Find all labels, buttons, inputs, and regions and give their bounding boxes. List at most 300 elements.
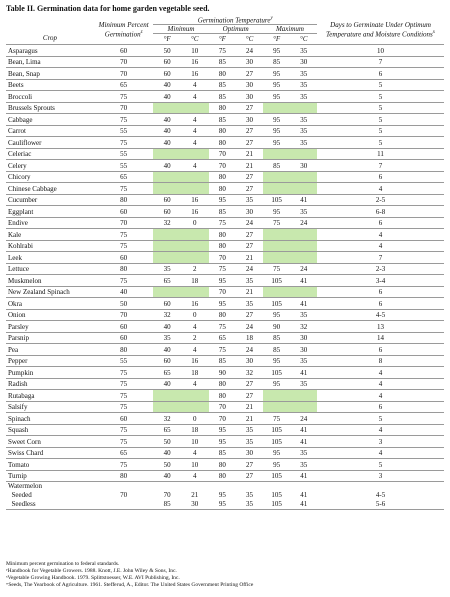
cell-crop: Radish bbox=[6, 378, 94, 390]
cell-min-f bbox=[153, 148, 181, 160]
cell-min-f: 60 bbox=[153, 298, 181, 310]
cell-crop: Pea bbox=[6, 344, 94, 356]
cell-min-c bbox=[181, 183, 209, 195]
cell-germination: 80 bbox=[94, 344, 153, 356]
cell-max-f: 95 bbox=[263, 114, 291, 126]
cell-opt-c: 27 bbox=[236, 183, 263, 195]
cell-min-c: 16 bbox=[181, 194, 209, 206]
cell-max-f bbox=[263, 229, 291, 241]
cell-crop: Parsnip bbox=[6, 332, 94, 344]
cell-min-f: 60 bbox=[153, 56, 181, 68]
cell-germination: 60 bbox=[94, 332, 153, 344]
cell-min-f: 65 bbox=[153, 424, 181, 436]
cell-days: 6 bbox=[317, 171, 444, 183]
cell-min-f: 50 bbox=[153, 459, 181, 471]
cell-max-f: 95 bbox=[263, 137, 291, 149]
cell-opt-f: 95 bbox=[209, 424, 237, 436]
cell-germination: 75 bbox=[94, 183, 153, 195]
cell-min-f: 32 bbox=[153, 217, 181, 229]
cell-opt-c: 21 bbox=[236, 401, 263, 413]
cell-germination: 75 bbox=[94, 424, 153, 436]
cell-opt-c: 27 bbox=[236, 470, 263, 482]
cell-crop: Beets bbox=[6, 79, 94, 91]
cell-germination: 40 bbox=[94, 286, 153, 298]
cell-opt-c: 24 bbox=[236, 321, 263, 333]
cell-min-f: 35 bbox=[153, 263, 181, 275]
cell-opt-c: 27 bbox=[236, 378, 263, 390]
cell-max-c: 41 bbox=[290, 424, 317, 436]
cell-min-f bbox=[153, 252, 181, 264]
table-row bbox=[6, 217, 444, 229]
table-row bbox=[6, 436, 444, 448]
cell-min-f: 50 bbox=[153, 45, 181, 57]
cell-opt-f: 70 bbox=[209, 401, 237, 413]
cell-min-f: 32 bbox=[153, 413, 181, 425]
cell-max-c: 30 bbox=[290, 332, 317, 344]
cell-opt-f: 85 bbox=[209, 447, 237, 459]
cell-min-c: 16 bbox=[181, 298, 209, 310]
cell-min-f: 60 bbox=[153, 206, 181, 218]
cell-opt-f: 80 bbox=[209, 240, 237, 252]
table-row bbox=[6, 91, 444, 103]
cell-germination: 80 bbox=[94, 470, 153, 482]
table-row bbox=[6, 298, 444, 310]
cell-opt-f: 90 bbox=[209, 367, 237, 379]
cell-days: 10 bbox=[317, 45, 444, 57]
cell-min-c: 4 bbox=[181, 91, 209, 103]
cell-min-c bbox=[181, 102, 209, 114]
table-row-watermelon bbox=[6, 482, 444, 510]
cell-opt-f: 70 bbox=[209, 252, 237, 264]
cell-max-f: 95 bbox=[263, 91, 291, 103]
cell-crop: Pumpkin bbox=[6, 367, 94, 379]
cell-opt-f: 75 bbox=[209, 45, 237, 57]
footnote: ʷSeeds, The Yearbook of Agriculture. 1961. Stefferud, A., Editor. The United States Government Printing Office bbox=[6, 582, 254, 588]
cell-crop: Broccoli bbox=[6, 91, 94, 103]
cell-opt-f: 80 bbox=[209, 68, 237, 80]
cell-max-c: 35 bbox=[290, 137, 317, 149]
cell-max-f bbox=[263, 102, 291, 114]
cell-opt-f: 95 bbox=[209, 436, 237, 448]
cell-germination: 50 bbox=[94, 298, 153, 310]
cell-opt-c: 24 bbox=[236, 344, 263, 356]
cell-min-c: 21 30 bbox=[181, 482, 209, 510]
table-row bbox=[6, 68, 444, 80]
cell-max-c bbox=[290, 401, 317, 413]
cell-germination: 70 bbox=[94, 482, 153, 510]
cell-crop: Onion bbox=[6, 309, 94, 321]
cell-max-c: 24 bbox=[290, 217, 317, 229]
table-row bbox=[6, 378, 444, 390]
header-crop: Crop bbox=[6, 15, 94, 45]
cell-max-c bbox=[290, 390, 317, 402]
cell-max-c: 35 bbox=[290, 459, 317, 471]
table-row bbox=[6, 171, 444, 183]
cell-opt-c: 35 bbox=[236, 298, 263, 310]
cell-opt-f: 80 bbox=[209, 229, 237, 241]
cell-min-c: 10 bbox=[181, 459, 209, 471]
cell-min-c: 2 bbox=[181, 332, 209, 344]
cell-crop: Sweet Corn bbox=[6, 436, 94, 448]
cell-opt-c: 21 bbox=[236, 160, 263, 172]
cell-max-f: 105 bbox=[263, 298, 291, 310]
cell-min-c bbox=[181, 252, 209, 264]
table-row bbox=[6, 229, 444, 241]
cell-opt-c: 24 bbox=[236, 263, 263, 275]
cell-min-c bbox=[181, 390, 209, 402]
cell-crop: New Zealand Spinach bbox=[6, 286, 94, 298]
cell-days: 6 bbox=[317, 344, 444, 356]
cell-max-c: 41 bbox=[290, 470, 317, 482]
cell-days: 4-5 bbox=[317, 309, 444, 321]
cell-germination: 70 bbox=[94, 102, 153, 114]
table-row bbox=[6, 102, 444, 114]
cell-max-f: 105 bbox=[263, 470, 291, 482]
cell-days: 2-5 bbox=[317, 194, 444, 206]
cell-days: 5 bbox=[317, 91, 444, 103]
cell-max-f: 95 bbox=[263, 68, 291, 80]
cell-min-f bbox=[153, 390, 181, 402]
cell-min-c: 0 bbox=[181, 413, 209, 425]
cell-crop: Squash bbox=[6, 424, 94, 436]
cell-germination: 75 bbox=[94, 459, 153, 471]
cell-opt-f: 85 bbox=[209, 91, 237, 103]
cell-opt-c: 18 bbox=[236, 332, 263, 344]
cell-opt-c: 30 bbox=[236, 114, 263, 126]
table-header bbox=[6, 15, 444, 45]
cell-opt-f: 85 bbox=[209, 355, 237, 367]
cell-max-f: 85 bbox=[263, 160, 291, 172]
cell-min-f bbox=[153, 286, 181, 298]
cell-max-f bbox=[263, 171, 291, 183]
cell-min-c bbox=[181, 286, 209, 298]
header-unit-f: °F bbox=[263, 34, 291, 45]
header-unit-c: °C bbox=[236, 34, 263, 45]
table-row bbox=[6, 367, 444, 379]
cell-max-f: 95 bbox=[263, 447, 291, 459]
cell-min-f bbox=[153, 102, 181, 114]
cell-opt-c: 35 bbox=[236, 194, 263, 206]
cell-germination: 75 bbox=[94, 367, 153, 379]
cell-max-c: 32 bbox=[290, 321, 317, 333]
cell-opt-c: 35 35 bbox=[236, 482, 263, 510]
cell-days: 14 bbox=[317, 332, 444, 344]
cell-min-f: 70 85 bbox=[153, 482, 181, 510]
cell-days: 13 bbox=[317, 321, 444, 333]
cell-crop: Eggplant bbox=[6, 206, 94, 218]
footnote: Minimum percent germination to federal standards. bbox=[6, 561, 120, 567]
cell-min-c bbox=[181, 229, 209, 241]
cell-crop: Bean, Snap bbox=[6, 68, 94, 80]
cell-max-c: 35 bbox=[290, 68, 317, 80]
cell-germination: 60 bbox=[94, 45, 153, 57]
table-row bbox=[6, 206, 444, 218]
cell-min-f: 40 bbox=[153, 470, 181, 482]
cell-germination: 55 bbox=[94, 125, 153, 137]
cell-max-f: 105 bbox=[263, 367, 291, 379]
cell-opt-f: 75 bbox=[209, 321, 237, 333]
cell-max-f: 75 bbox=[263, 217, 291, 229]
header-optimum: Optimum bbox=[209, 25, 263, 34]
cell-min-f bbox=[153, 229, 181, 241]
table-row bbox=[6, 79, 444, 91]
cell-max-c: 35 bbox=[290, 125, 317, 137]
cell-min-c: 16 bbox=[181, 355, 209, 367]
cell-crop: Okra bbox=[6, 298, 94, 310]
cell-max-f bbox=[263, 390, 291, 402]
cell-opt-c: 27 bbox=[236, 137, 263, 149]
cell-max-c: 41 bbox=[290, 194, 317, 206]
cell-min-c: 4 bbox=[181, 321, 209, 333]
cell-germination: 75 bbox=[94, 137, 153, 149]
cell-max-f: 95 bbox=[263, 45, 291, 57]
table-body bbox=[6, 45, 444, 510]
cell-crop: Kohlrabi bbox=[6, 240, 94, 252]
cell-germination: 55 bbox=[94, 160, 153, 172]
cell-min-f bbox=[153, 240, 181, 252]
cell-max-f: 75 bbox=[263, 413, 291, 425]
cell-min-c: 16 bbox=[181, 206, 209, 218]
cell-days: 11 bbox=[317, 148, 444, 160]
cell-days: 4 bbox=[317, 183, 444, 195]
cell-opt-f: 75 bbox=[209, 217, 237, 229]
table-row bbox=[6, 125, 444, 137]
cell-crop: Lettuce bbox=[6, 263, 94, 275]
cell-days: 5 bbox=[317, 459, 444, 471]
cell-days: 8 bbox=[317, 355, 444, 367]
cell-opt-f: 80 bbox=[209, 378, 237, 390]
cell-crop: Endive bbox=[6, 217, 94, 229]
header-min-germination: Minimum Percent Germination$^z$ bbox=[94, 15, 153, 45]
cell-min-f bbox=[153, 401, 181, 413]
cell-min-f: 40 bbox=[153, 137, 181, 149]
header-unit-c: °C bbox=[181, 34, 209, 45]
table-row bbox=[6, 56, 444, 68]
cell-days: 3 bbox=[317, 470, 444, 482]
cell-max-c bbox=[290, 229, 317, 241]
header-minimum: Minimum bbox=[153, 25, 208, 34]
cell-opt-c: 27 bbox=[236, 68, 263, 80]
cell-max-c: 30 bbox=[290, 160, 317, 172]
cell-max-c: 35 bbox=[290, 309, 317, 321]
cell-days: 5 bbox=[317, 79, 444, 91]
cell-opt-c: 21 bbox=[236, 148, 263, 160]
cell-max-f: 105 bbox=[263, 194, 291, 206]
table-row bbox=[6, 194, 444, 206]
cell-min-c bbox=[181, 171, 209, 183]
cell-days: 7 bbox=[317, 160, 444, 172]
cell-max-c: 35 bbox=[290, 91, 317, 103]
cell-opt-f: 70 bbox=[209, 286, 237, 298]
cell-min-f: 65 bbox=[153, 367, 181, 379]
cell-max-c: 24 bbox=[290, 413, 317, 425]
cell-days: 6 bbox=[317, 217, 444, 229]
cell-germination: 75 bbox=[94, 378, 153, 390]
table-row bbox=[6, 470, 444, 482]
cell-min-f: 35 bbox=[153, 332, 181, 344]
cell-max-c: 41 bbox=[290, 298, 317, 310]
cell-min-c: 10 bbox=[181, 436, 209, 448]
cell-max-c bbox=[290, 240, 317, 252]
cell-max-f: 95 bbox=[263, 206, 291, 218]
cell-crop: Cauliflower bbox=[6, 137, 94, 149]
cell-crop: Kale bbox=[6, 229, 94, 241]
cell-min-c bbox=[181, 240, 209, 252]
cell-max-f bbox=[263, 240, 291, 252]
germination-table bbox=[6, 15, 444, 510]
cell-opt-c: 35 bbox=[236, 275, 263, 287]
cell-min-c bbox=[181, 148, 209, 160]
cell-min-c: 4 bbox=[181, 79, 209, 91]
cell-max-f: 105 bbox=[263, 436, 291, 448]
cell-opt-c: 24 bbox=[236, 217, 263, 229]
cell-germination: 60 bbox=[94, 206, 153, 218]
cell-max-f bbox=[263, 286, 291, 298]
table-row bbox=[6, 344, 444, 356]
cell-days: 6 bbox=[317, 298, 444, 310]
cell-max-c: 35 bbox=[290, 45, 317, 57]
cell-days: 5 bbox=[317, 413, 444, 425]
footnotes bbox=[6, 561, 253, 589]
cell-opt-f: 80 bbox=[209, 390, 237, 402]
cell-opt-c: 30 bbox=[236, 206, 263, 218]
cell-min-c: 4 bbox=[181, 137, 209, 149]
table-row bbox=[6, 137, 444, 149]
cell-min-f bbox=[153, 183, 181, 195]
cell-min-c: 2 bbox=[181, 263, 209, 275]
cell-min-c: 18 bbox=[181, 367, 209, 379]
cell-germination: 65 bbox=[94, 79, 153, 91]
cell-min-f: 40 bbox=[153, 160, 181, 172]
cell-max-f: 95 bbox=[263, 79, 291, 91]
cell-max-f bbox=[263, 183, 291, 195]
cell-crop: Chinese Cabbage bbox=[6, 183, 94, 195]
cell-max-c: 24 bbox=[290, 263, 317, 275]
cell-days: 5 bbox=[317, 125, 444, 137]
cell-max-c: 41 bbox=[290, 367, 317, 379]
cell-max-f: 105 105 bbox=[263, 482, 291, 510]
table-row bbox=[6, 355, 444, 367]
cell-opt-f: 75 bbox=[209, 344, 237, 356]
cell-crop: Carrot bbox=[6, 125, 94, 137]
cell-max-c bbox=[290, 286, 317, 298]
cell-days: 5 bbox=[317, 114, 444, 126]
table-row bbox=[6, 183, 444, 195]
table-row bbox=[6, 332, 444, 344]
cell-crop: Celery bbox=[6, 160, 94, 172]
cell-days: 4 bbox=[317, 378, 444, 390]
cell-crop: Watermelon Seeded Seedless bbox=[6, 482, 94, 510]
cell-min-c bbox=[181, 401, 209, 413]
header-unit-c: °C bbox=[290, 34, 317, 45]
cell-crop: Parsley bbox=[6, 321, 94, 333]
cell-min-f: 32 bbox=[153, 309, 181, 321]
cell-max-c bbox=[290, 171, 317, 183]
cell-opt-f: 95 95 bbox=[209, 482, 237, 510]
cell-crop: Cabbage bbox=[6, 114, 94, 126]
cell-opt-c: 30 bbox=[236, 79, 263, 91]
header-germination-temperature: Germination Temperature$^y$ bbox=[153, 15, 317, 25]
cell-min-c: 16 bbox=[181, 68, 209, 80]
cell-max-f: 95 bbox=[263, 125, 291, 137]
cell-germination: 75 bbox=[94, 401, 153, 413]
cell-max-c: 41 41 bbox=[290, 482, 317, 510]
table-row bbox=[6, 447, 444, 459]
cell-crop: Chicory bbox=[6, 171, 94, 183]
cell-max-c: 35 bbox=[290, 447, 317, 459]
cell-max-c: 41 bbox=[290, 436, 317, 448]
cell-days: 7 bbox=[317, 56, 444, 68]
table-row bbox=[6, 286, 444, 298]
cell-opt-c: 35 bbox=[236, 424, 263, 436]
table-row bbox=[6, 424, 444, 436]
cell-opt-f: 80 bbox=[209, 309, 237, 321]
cell-germination: 65 bbox=[94, 171, 153, 183]
cell-germination: 75 bbox=[94, 91, 153, 103]
cell-min-f: 40 bbox=[153, 114, 181, 126]
cell-max-f: 75 bbox=[263, 263, 291, 275]
cell-opt-c: 30 bbox=[236, 355, 263, 367]
cell-days: 4 bbox=[317, 447, 444, 459]
cell-max-f: 95 bbox=[263, 355, 291, 367]
cell-min-c: 16 bbox=[181, 56, 209, 68]
cell-opt-c: 35 bbox=[236, 436, 263, 448]
cell-opt-f: 75 bbox=[209, 263, 237, 275]
cell-max-f: 95 bbox=[263, 459, 291, 471]
cell-min-f: 40 bbox=[153, 125, 181, 137]
cell-days: 4 bbox=[317, 424, 444, 436]
cell-germination: 75 bbox=[94, 240, 153, 252]
cell-min-c: 4 bbox=[181, 470, 209, 482]
cell-crop: Rutabaga bbox=[6, 390, 94, 402]
cell-crop: Celeriac bbox=[6, 148, 94, 160]
cell-min-c: 0 bbox=[181, 309, 209, 321]
cell-max-f: 85 bbox=[263, 344, 291, 356]
cell-min-c: 4 bbox=[181, 160, 209, 172]
cell-days: 5 bbox=[317, 137, 444, 149]
cell-days: 4-5 5-6 bbox=[317, 482, 444, 510]
cell-max-c: 35 bbox=[290, 206, 317, 218]
cell-min-f: 40 bbox=[153, 344, 181, 356]
cell-crop: Salsify bbox=[6, 401, 94, 413]
cell-days: 4 bbox=[317, 240, 444, 252]
cell-crop: Cucumber bbox=[6, 194, 94, 206]
table-row bbox=[6, 240, 444, 252]
cell-crop: Pepper bbox=[6, 355, 94, 367]
cell-opt-c: 21 bbox=[236, 252, 263, 264]
cell-min-f: 50 bbox=[153, 436, 181, 448]
cell-germination: 55 bbox=[94, 355, 153, 367]
cell-germination: 70 bbox=[94, 68, 153, 80]
cell-opt-f: 80 bbox=[209, 470, 237, 482]
cell-min-c: 4 bbox=[181, 447, 209, 459]
header-days-to-germinate: Days to Germinate Under Optimum Temperature and Moisture Conditions$^x$ bbox=[317, 15, 444, 45]
cell-opt-f: 85 bbox=[209, 56, 237, 68]
cell-germination: 65 bbox=[94, 447, 153, 459]
cell-max-c: 35 bbox=[290, 79, 317, 91]
cell-min-f bbox=[153, 171, 181, 183]
cell-crop: Muskmelon bbox=[6, 275, 94, 287]
cell-days: 5 bbox=[317, 102, 444, 114]
cell-opt-c: 30 bbox=[236, 447, 263, 459]
cell-min-f: 60 bbox=[153, 68, 181, 80]
cell-opt-f: 80 bbox=[209, 459, 237, 471]
cell-max-f: 95 bbox=[263, 378, 291, 390]
cell-min-f: 60 bbox=[153, 355, 181, 367]
cell-opt-f: 85 bbox=[209, 114, 237, 126]
cell-max-f: 105 bbox=[263, 424, 291, 436]
cell-min-f: 40 bbox=[153, 447, 181, 459]
